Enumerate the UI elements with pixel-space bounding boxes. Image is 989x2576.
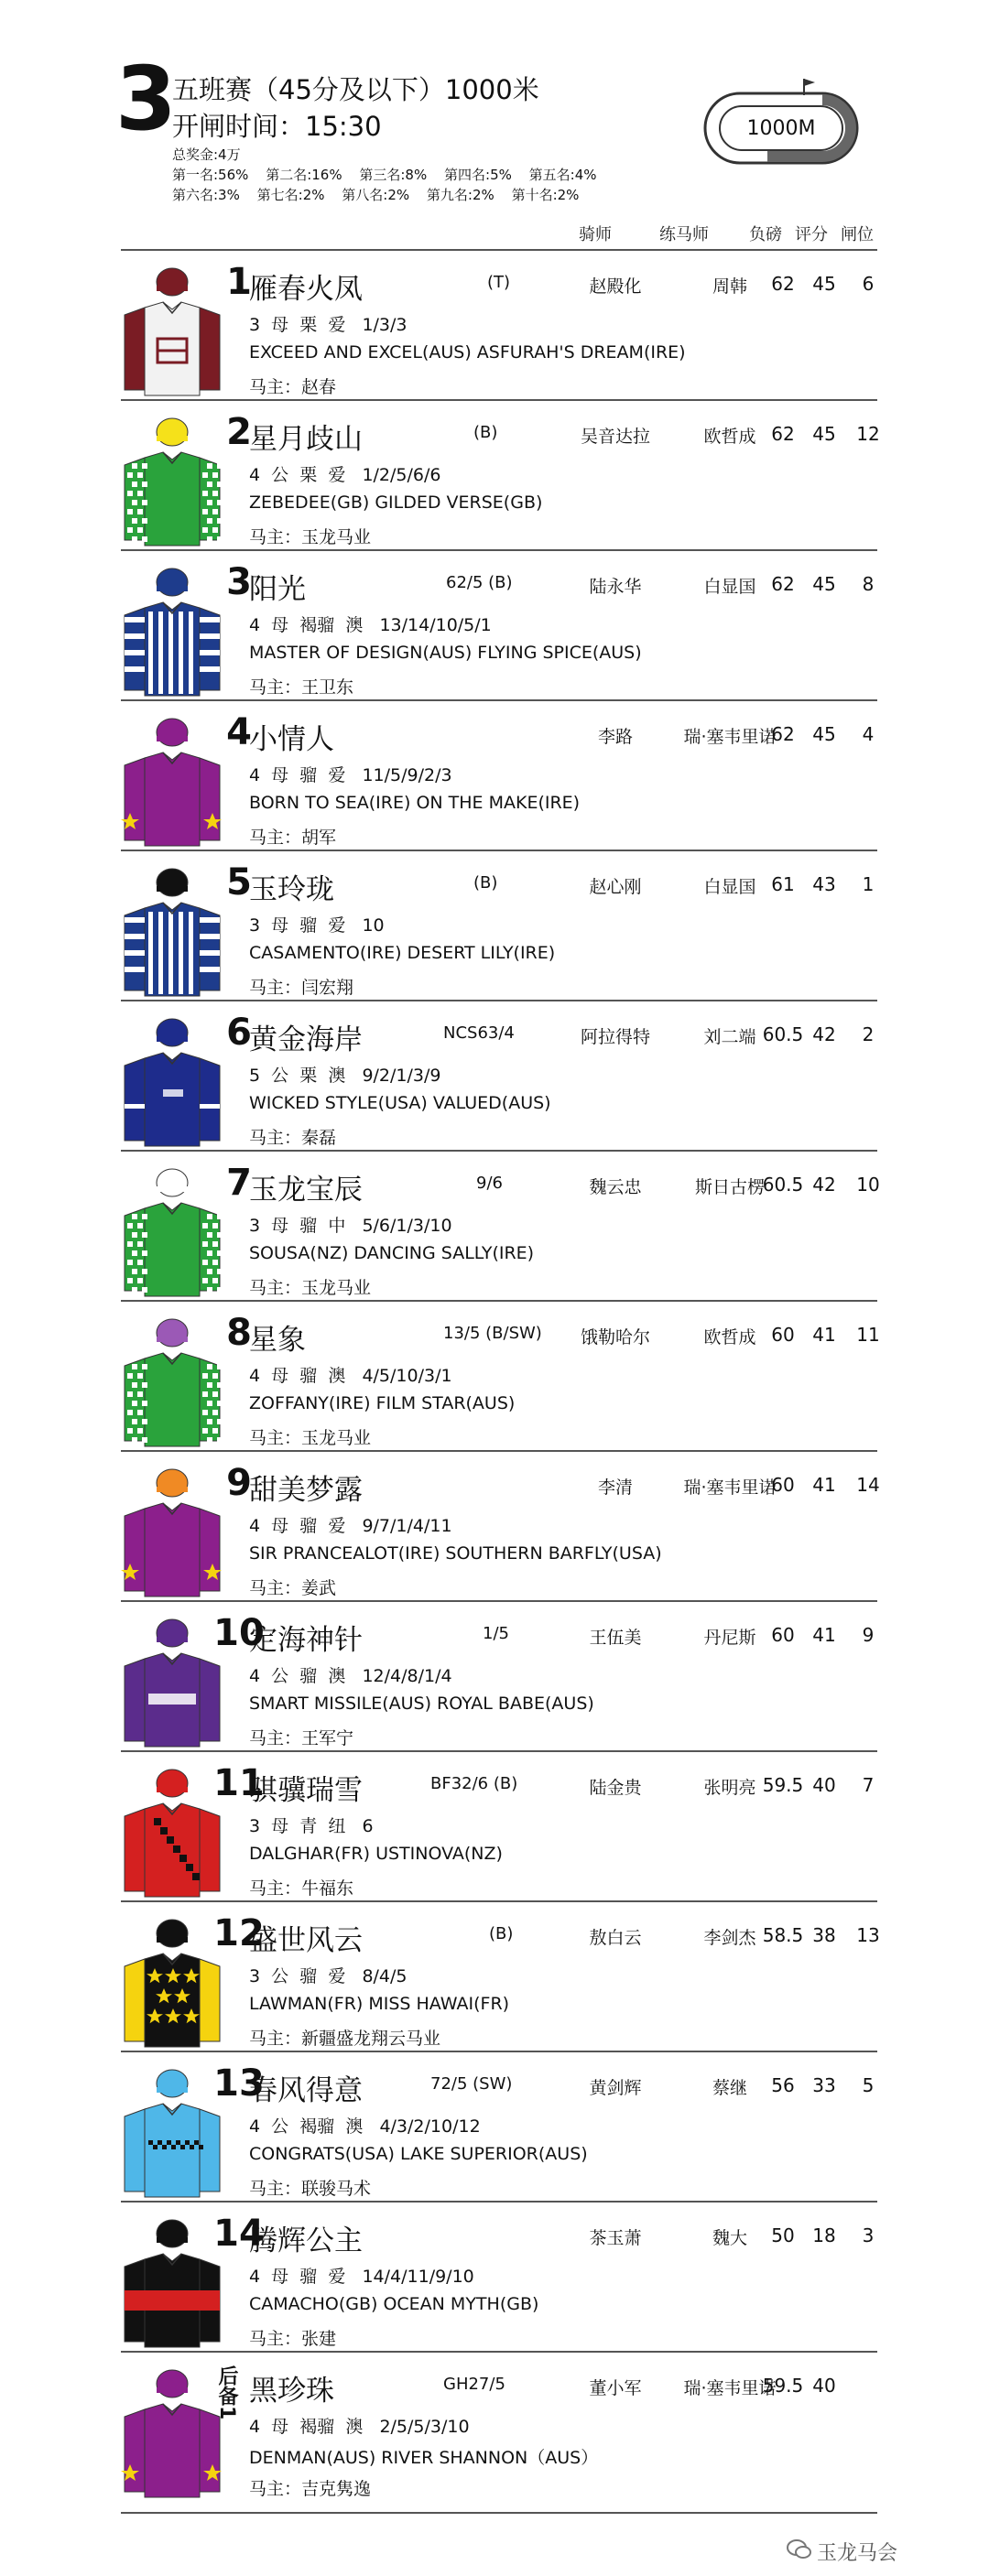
horse-name: 甜美梦露 — [249, 1474, 363, 1507]
runner-row — [121, 549, 877, 701]
track-diagram — [685, 73, 877, 174]
rating: 18 — [812, 2224, 836, 2246]
draw: 8 — [862, 573, 875, 595]
equipment: 62/5 (B) — [446, 573, 513, 592]
col-draw: 闸位 — [841, 225, 874, 244]
rating: 41 — [812, 1624, 836, 1646]
prize-row-2 — [172, 185, 610, 205]
breeding: SIR PRANCEALOT(IRE) SOUTHERN BARFLY(USA) — [249, 1543, 662, 1564]
trainer-name: 瑞·塞韦里诺 — [683, 2378, 777, 2398]
weight: 60.5 — [762, 1023, 804, 1045]
breeding: EXCEED AND EXCEL(AUS) ASFURAH'S DREAM(IRE) — [249, 342, 686, 363]
trainer-name: 魏大 — [712, 2228, 747, 2248]
horse-name: 春风得意 — [249, 2074, 363, 2107]
equipment: (B) — [489, 1924, 514, 1943]
runner-number: 后备1 — [215, 2365, 238, 2420]
race-number: 3 — [115, 48, 177, 150]
owner: 马主：王卫东 — [249, 677, 354, 698]
jockey-name: 陆金贵 — [589, 1778, 642, 1798]
draw: 9 — [862, 1624, 875, 1646]
breeding: CAMACHO(GB) OCEAN MYTH(GB) — [249, 2294, 539, 2314]
trainer-name: 白显国 — [703, 577, 756, 597]
equipment: NCS63/4 — [443, 1023, 515, 1043]
runner-number: 11 — [213, 1762, 265, 1804]
jockey-name: 李清 — [597, 1477, 633, 1498]
breeding: CASAMENTO(IRE) DESERT LILY(IRE) — [249, 943, 556, 963]
draw: 2 — [862, 1023, 875, 1045]
owner: 马主：胡军 — [249, 828, 337, 848]
weight: 61 — [771, 873, 795, 895]
trainer-name: 蔡继 — [712, 2078, 747, 2098]
runner-number: 2 — [226, 411, 252, 453]
race-start-time: 开闸时间：15:30 — [172, 111, 382, 142]
runner-number: 6 — [226, 1012, 252, 1054]
prize-total: 总奖金:4万 — [172, 146, 241, 163]
horse-name: 玉玲珑 — [249, 873, 334, 906]
runner-row — [121, 1150, 880, 1302]
breeding: ZOFFANY(IRE) FILM STAR(AUS) — [249, 1393, 516, 1413]
prize-block — [172, 145, 610, 205]
rating: 41 — [812, 1474, 836, 1496]
draw: 12 — [856, 423, 880, 445]
trainer-name: 李剑杰 — [703, 1928, 756, 1948]
horse-name: 小情人 — [249, 723, 334, 756]
equipment: (B) — [473, 423, 498, 442]
rating: 45 — [812, 273, 836, 295]
runner-row — [121, 2351, 877, 2503]
trainer-name: 欧哲成 — [703, 427, 756, 447]
horse-name: 黑珍珠 — [249, 2375, 334, 2408]
trainer-name: 周韩 — [712, 276, 747, 297]
draw: 10 — [856, 1174, 880, 1196]
jockey-name: 陆永华 — [589, 577, 642, 597]
breeding: SMART MISSILE(AUS) ROYAL BABE(AUS) — [249, 1694, 594, 1714]
owner: 马主：吉克隽逸 — [249, 2479, 372, 2499]
draw: 11 — [856, 1324, 880, 1346]
horse-info: 4 母 褐骝 澳 2/5/5/3/10 — [249, 2417, 470, 2437]
weight: 56 — [771, 2074, 795, 2096]
runner-row — [121, 1900, 880, 2052]
trainer-name: 刘二端 — [703, 1027, 756, 1047]
horse-name: 星象 — [249, 1324, 306, 1357]
draw: 14 — [856, 1474, 880, 1496]
runner-number: 5 — [226, 861, 252, 904]
rating: 40 — [812, 2375, 836, 2397]
rating: 38 — [812, 1924, 836, 1946]
jockey-name: 茶玉萧 — [589, 2228, 642, 2248]
prize-share: 第二名:16% — [266, 167, 342, 183]
breeding: WICKED STYLE(USA) VALUED(AUS) — [249, 1093, 551, 1113]
trainer-name: 瑞·塞韦里诺 — [683, 727, 777, 747]
prize-share: 第九名:2% — [426, 187, 494, 203]
owner: 马主：玉龙马业 — [249, 1278, 372, 1298]
jockey-name: 董小军 — [589, 2378, 642, 2398]
equipment: BF32/6 (B) — [430, 1774, 518, 1793]
rating: 45 — [812, 423, 836, 445]
trainer-name: 欧哲成 — [703, 1327, 756, 1348]
runner-row — [121, 399, 880, 551]
rating: 41 — [812, 1324, 836, 1346]
draw: 5 — [862, 2074, 875, 2096]
owner: 马主：联骏马术 — [249, 2179, 372, 2199]
horse-name: 骐骥瑞雪 — [249, 1774, 363, 1807]
horse-info: 3 母 栗 爱 1/3/3 — [249, 315, 408, 335]
runner-number: 3 — [226, 561, 252, 603]
equipment: (T) — [487, 273, 511, 292]
runner-row — [121, 1750, 877, 1902]
race-title: 五班赛（45分及以下）1000米 — [172, 74, 539, 105]
horse-name: 盛世风云 — [249, 1924, 363, 1957]
runner-number: 8 — [226, 1312, 252, 1354]
trainer-name: 丹尼斯 — [703, 1628, 756, 1648]
race-header — [0, 0, 989, 247]
prize-share: 第三名:8% — [359, 167, 428, 183]
weight: 62 — [771, 573, 795, 595]
weight: 58.5 — [762, 1924, 804, 1946]
horse-info: 4 母 骝 爱 14/4/11/9/10 — [249, 2267, 474, 2287]
trainer-name: 瑞·塞韦里诺 — [683, 1477, 777, 1498]
owner: 马主：王军宁 — [249, 1728, 354, 1748]
trainer-name: 张明亮 — [703, 1778, 756, 1798]
horse-info: 5 公 栗 澳 9/2/1/3/9 — [249, 1066, 441, 1086]
draw: 3 — [862, 2224, 875, 2246]
horse-info: 3 母 骝 爱 10 — [249, 915, 385, 936]
owner: 马主：秦磊 — [249, 1128, 337, 1148]
jockey-name: 魏云忠 — [589, 1177, 642, 1197]
equipment: (B) — [473, 873, 498, 893]
horse-info: 4 公 栗 爱 1/2/5/6/6 — [249, 465, 441, 485]
runner-row — [121, 699, 877, 851]
horse-name: 腾辉公主 — [249, 2224, 363, 2257]
chat-bubble-icon — [786, 2536, 813, 2563]
jockey-name: 王伍美 — [589, 1628, 642, 1648]
runner-number: 13 — [213, 2062, 265, 2105]
equipment: 9/6 — [476, 1174, 503, 1193]
horse-name: 玉龙宝辰 — [249, 1174, 363, 1207]
col-trainer: 练马师 — [659, 225, 709, 244]
breeding: BORN TO SEA(IRE) ON THE MAKE(IRE) — [249, 793, 581, 813]
prize-share: 第一名:56% — [172, 167, 249, 183]
horse-info: 4 公 褐骝 澳 4/3/2/10/12 — [249, 2116, 481, 2137]
breeding: CONGRATS(USA) LAKE SUPERIOR(AUS) — [249, 2144, 588, 2164]
owner: 马主：牛福东 — [249, 1878, 354, 1899]
weight: 59.5 — [762, 2375, 804, 2397]
horse-name: 阳光 — [249, 573, 306, 606]
col-weight: 负磅 — [749, 225, 782, 244]
runner-number: 12 — [213, 1912, 265, 1954]
weight: 62 — [771, 723, 795, 745]
weight: 62 — [771, 423, 795, 445]
rating: 42 — [812, 1174, 836, 1196]
weight: 62 — [771, 273, 795, 295]
weight: 60.5 — [762, 1174, 804, 1196]
prize-share: 第六名:3% — [172, 187, 240, 203]
col-jockey: 骑师 — [579, 225, 612, 244]
weight: 59.5 — [762, 1774, 804, 1796]
prize-share: 第十名:2% — [511, 187, 580, 203]
horse-name: 星月歧山 — [249, 423, 363, 456]
weight: 50 — [771, 2224, 795, 2246]
jockey-name: 赵心刚 — [589, 877, 642, 897]
runner-row — [121, 850, 877, 1001]
track-distance: 1000M — [746, 117, 816, 140]
owner: 马主：玉龙马业 — [249, 527, 372, 547]
owner: 马主：赵春 — [249, 377, 337, 397]
owner: 马主：新疆盛龙翔云马业 — [249, 2029, 441, 2049]
equipment: 1/5 — [483, 1624, 509, 1643]
horse-info: 4 母 褐骝 澳 13/14/10/5/1 — [249, 615, 492, 635]
weight: 60 — [771, 1324, 795, 1346]
jockey-name: 阿拉得特 — [580, 1027, 650, 1047]
weight: 60 — [771, 1624, 795, 1646]
draw: 13 — [856, 1924, 880, 1946]
runner-row — [121, 2051, 877, 2203]
owner: 马主：姜武 — [249, 1578, 337, 1598]
prize-share: 第七名:2% — [256, 187, 325, 203]
jockey-name: 吴音达拉 — [580, 427, 650, 447]
rating: 45 — [812, 573, 836, 595]
breeding: DALGHAR(FR) USTINOVA(NZ) — [249, 1844, 503, 1864]
owner: 马主：玉龙马业 — [249, 1428, 372, 1448]
owner: 马主：闫宏翔 — [249, 978, 354, 998]
runner-number: 7 — [226, 1162, 252, 1204]
horse-info: 3 母 青 纽 6 — [249, 1816, 374, 1836]
rating: 42 — [812, 1023, 836, 1045]
runner-row — [121, 2201, 877, 2353]
horse-name: 雁春火凤 — [249, 273, 363, 306]
jockey-name: 赵殿化 — [589, 276, 642, 297]
rating: 43 — [812, 873, 836, 895]
runner-row — [121, 1600, 877, 1752]
runner-row — [121, 1000, 877, 1152]
trainer-name: 斯日古楞 — [694, 1177, 765, 1197]
prize-share: 第五名:4% — [528, 167, 597, 183]
trainer-name: 白显国 — [703, 877, 756, 897]
runner-number: 10 — [213, 1612, 265, 1654]
horse-info: 4 母 骝 爱 9/7/1/4/11 — [249, 1516, 452, 1536]
equipment: 72/5 (SW) — [430, 2074, 513, 2094]
runner-number: 1 — [226, 261, 252, 303]
draw: 6 — [862, 273, 875, 295]
prize-share: 第八名:2% — [342, 187, 410, 203]
breeding: SOUSA(NZ) DANCING SALLY(IRE) — [249, 1243, 535, 1263]
runner-row — [121, 249, 877, 401]
breeding: ZEBEDEE(GB) GILDED VERSE(GB) — [249, 492, 543, 513]
draw: 7 — [862, 1774, 875, 1796]
horse-name: 定海神针 — [249, 1624, 363, 1657]
prize-share: 第四名:5% — [444, 167, 512, 183]
draw: 4 — [862, 723, 875, 745]
runner-row — [121, 1450, 880, 1602]
divider — [121, 2512, 877, 2514]
runner-number: 9 — [226, 1462, 252, 1504]
watermark: 玉龙马会 — [817, 2542, 898, 2565]
breeding: DENMAN(AUS) RIVER SHANNON（AUS） — [249, 2448, 599, 2468]
breeding: MASTER OF DESIGN(AUS) FLYING SPICE(AUS) — [249, 643, 642, 663]
rating: 33 — [812, 2074, 836, 2096]
runner-number: 14 — [213, 2213, 265, 2255]
owner: 马主：张建 — [249, 2329, 337, 2349]
jockey-name: 李路 — [597, 727, 633, 747]
jockey-name: 饿勒哈尔 — [580, 1327, 650, 1348]
jockey-name: 黄剑辉 — [589, 2078, 642, 2098]
prize-row-1 — [172, 165, 610, 185]
horse-info: 3 母 骝 中 5/6/1/3/10 — [249, 1216, 452, 1236]
rating: 45 — [812, 723, 836, 745]
draw: 1 — [862, 873, 875, 895]
col-rating: 评分 — [795, 225, 828, 244]
horse-info: 4 母 骝 澳 4/5/10/3/1 — [249, 1366, 452, 1386]
horse-info: 4 公 骝 澳 12/4/8/1/4 — [249, 1666, 452, 1686]
horse-info: 4 母 骝 爱 11/5/9/2/3 — [249, 765, 452, 785]
runner-row — [121, 1300, 880, 1452]
equipment: 13/5 (B/SW) — [443, 1324, 542, 1343]
rating: 40 — [812, 1774, 836, 1796]
horse-info: 3 公 骝 爱 8/4/5 — [249, 1966, 408, 1986]
breeding: LAWMAN(FR) MISS HAWAI(FR) — [249, 1994, 510, 2014]
jockey-name: 敖白云 — [589, 1928, 642, 1948]
runner-number: 4 — [226, 711, 252, 753]
equipment: GH27/5 — [443, 2375, 505, 2394]
horse-name: 黄金海岸 — [249, 1023, 363, 1056]
weight: 60 — [771, 1474, 795, 1496]
